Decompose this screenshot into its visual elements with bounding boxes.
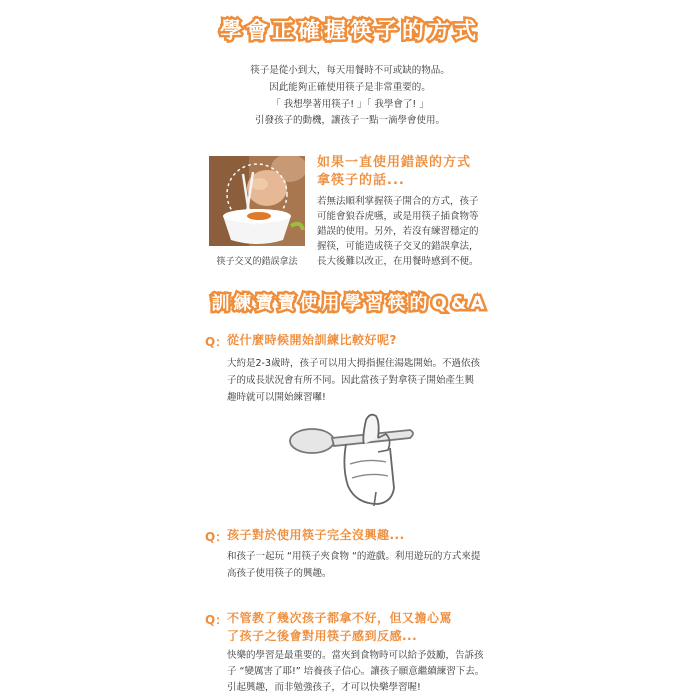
- wrong-body-line-1: 若無法順利掌握筷子開合的方式，孩子: [317, 196, 479, 207]
- hand-bowl-illustration: [209, 156, 305, 246]
- qa-2-mark: Q：: [205, 530, 228, 544]
- qa-3-answer-line-1: 快樂的學習是最重要的。當夾到食物時可以給予鼓勵，告訴孩: [227, 650, 484, 661]
- qa-2-answer-line-1: 和孩子一起玩 “用筷子夾食物 “的遊戲。利用遊玩的方式來提: [227, 551, 481, 562]
- intro-line-2: 因此能夠正確使用筷子是非常重要的。: [269, 82, 431, 93]
- qa-2-answer-line-2: 高孩子使用筷子的興趣。: [227, 568, 332, 579]
- hand-spoon-icon: [286, 408, 418, 508]
- wrong-photo-caption: 筷子交叉的錯誤拿法: [216, 257, 298, 267]
- intro-line-3: 「 我想學著用筷子! 」「 我學會了! 」: [271, 99, 429, 110]
- qa-3-mark: Q：: [205, 613, 228, 627]
- page-title: 學會正確握筷子的方式: [219, 19, 480, 44]
- qa-title: 訓練寶寶使用學習筷的Q&A: [211, 293, 489, 314]
- wrong-heading-line-2: 拿筷子的話...: [317, 173, 405, 188]
- qa-3-answer-line-2: 子 “變厲害了耶!” 培養孩子信心。讓孩子願意繼續練習下去。: [227, 666, 485, 677]
- wrong-chopsticks-photo: [209, 156, 305, 246]
- wrong-body-line-2: 可能會狼吞虎嚥，或是用筷子插食物等: [317, 211, 479, 222]
- spoon-grip-illustration: [286, 408, 418, 508]
- qa-1-answer-line-1: 大約是2-3歲時，孩子可以用大拇指握住湯匙開始。不過依孩: [227, 358, 481, 369]
- wrong-heading-line-1: 如果一直使用錯誤的方式: [317, 155, 472, 170]
- qa-1-answer-line-2: 子的成長狀況會有所不同。因此當孩子對拿筷子開始產生興: [227, 375, 475, 386]
- qa-3-question-line-2: 了孩子之後會對用筷子感到反感...: [227, 629, 418, 643]
- qa-1-mark: Q：: [205, 335, 228, 349]
- qa-3-answer-line-3: 引起興趣，而非勉強孩子，才可以快樂學習喔!: [227, 682, 421, 693]
- wrong-body-line-3: 錯誤的使用。另外，若沒有練習穩定的: [317, 226, 479, 237]
- qa-2-question: 孩子對於使用筷子完全沒興趣...: [227, 528, 405, 542]
- page-title-banner: [0, 14, 700, 45]
- qa-3-question-line-1: 不管教了幾次孩子都拿不好，但又擔心罵: [227, 611, 453, 625]
- wrong-body-line-4: 握筷，可能造成筷子交叉的錯誤拿法，: [317, 241, 479, 252]
- qa-1-question: 從什麼時候開始訓練比較好呢?: [227, 333, 397, 347]
- intro-line-4: 引發孩子的動機，讓孩子一點一滴學會使用。: [254, 115, 445, 126]
- qa-title-banner: [0, 289, 700, 315]
- qa-1-answer-line-3: 趣時就可以開始練習囉!: [227, 392, 326, 403]
- wrong-body-line-5: 長大後難以改正，在用餐時感到不便。: [317, 256, 479, 267]
- intro-line-1: 筷子是從小到大，每天用餐時不可或缺的物品。: [250, 65, 450, 76]
